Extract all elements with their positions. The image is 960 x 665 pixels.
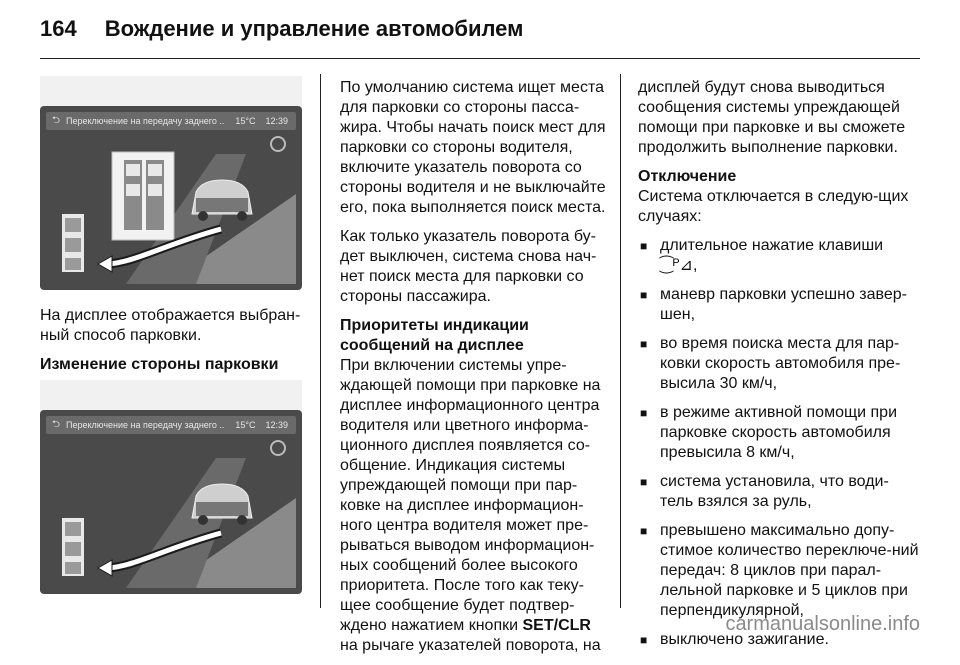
chapter-title: Вождение и управление автомобилем	[104, 16, 524, 41]
back-arrow-icon: ⮌	[51, 114, 60, 126]
back-arrow-icon: ⮌	[51, 418, 60, 430]
display-screen	[40, 410, 302, 594]
paragraph: дисплей будут снова выводиться сообщения системы упреждающей помощи при парковке и вы сможете продолжить выполнение парковки.	[638, 79, 906, 156]
paragraph: Система отключается в следую-щих случаях:	[638, 188, 909, 225]
list-item: ■ длительное нажатие клавиши ⁐ᴾ⊿,	[638, 236, 920, 276]
list-item: ■ во время поиска места для пар-ковки скорость автомобиля пре-высила 30 км/ч,	[638, 334, 920, 394]
status-bar	[46, 112, 296, 130]
temperature: 15°C	[235, 116, 256, 126]
paragraph: По умолчанию система ищет места для парковки со стороны пасса-жира. Чтобы начать поиск мест для парковки со стороны водителя, включите указатель поворота со стороны водителя и не выключайте его, пока выполняется поиск места.	[340, 79, 606, 216]
paragraph: Как только указатель поворота бу-дет выключен, система снова нач-нет поиск места для парковки со стороны пассажира.	[340, 228, 597, 305]
bullet-list	[638, 236, 920, 650]
parking-figure-2	[40, 380, 302, 592]
header-rule	[40, 58, 920, 59]
column-divider	[320, 74, 321, 608]
clock: 12:39	[265, 420, 288, 430]
section-heading: Изменение стороны парковки	[40, 356, 279, 373]
clock: 12:39	[265, 116, 288, 126]
list-item: ■ система установила, что води-тель взялся за руль,	[638, 472, 920, 512]
list-item: ■ маневр парковки успешно завер-шен,	[638, 285, 920, 325]
column-1	[40, 306, 306, 375]
column-2	[340, 78, 606, 665]
watermark: carmanualsonline.info	[725, 613, 920, 635]
bar-message: Переключение на передачу заднего ..	[66, 420, 225, 430]
list-item: ■ превышено максимально допу-стимое количество переключе-ний передач: 8 циклов при парал-лельной парковке и 5 циклов при перпендикулярной,	[638, 521, 920, 621]
paragraph: При включении системы упре-ждающей помощи при парковке на дисплее информационного центра водителя или цветного информа-ционного дисплея появляется со-общение. Индикация системы упреждающей помощи при пар-ковке на дисплее информацион-ного центра водителя может пре-рываться выводом информацион-ных сообщений более высокого приоритета. После того как теку-щее сообщение будет подтвер-ждено нажатием кнопки SET/CLR на рычаге указателей поворота, на	[340, 357, 601, 654]
parking-scene	[46, 438, 296, 588]
parking-scene	[46, 134, 296, 284]
button-label-set-clr: SET/CLR	[522, 617, 591, 634]
parking-figure-1	[40, 76, 302, 288]
status-bar	[46, 416, 296, 434]
figure-caption: На дисплее отображается выбран-ный способ парковки.	[40, 307, 301, 344]
column-3	[638, 78, 920, 659]
display-screen	[40, 106, 302, 290]
section-heading: Отключение	[638, 168, 737, 185]
bar-message: Переключение на передачу заднего ..	[66, 116, 225, 126]
temperature: 15°C	[235, 420, 256, 430]
page-number: 164	[40, 16, 77, 41]
column-divider	[620, 74, 621, 608]
section-heading: Приоритеты индикации сообщений на дисплее	[340, 317, 529, 354]
page-header	[40, 16, 523, 52]
list-item: ■ в режиме активной помощи при парковке скорость автомобиля превысила 8 км/ч,	[638, 403, 920, 463]
list-item: ■ выключено зажигание.	[638, 630, 920, 650]
